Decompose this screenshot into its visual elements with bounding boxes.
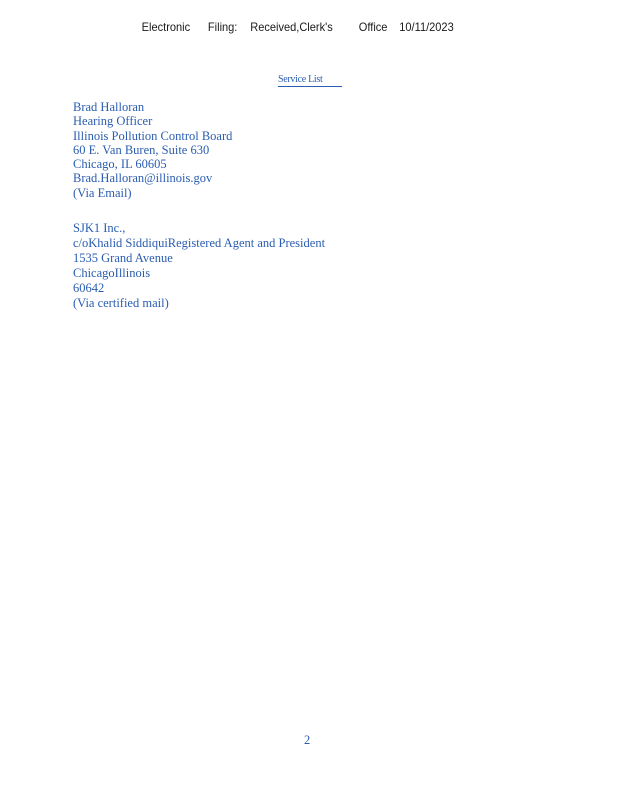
stamp-date: 10/11/2023 [399, 20, 454, 34]
stamp-word-filing: Filing: [207, 20, 238, 34]
recipient-line: Illinois Pollution Control Board [73, 128, 233, 143]
delivery-method: (Via Email) [73, 185, 132, 200]
recipient-line: ChicagoIllinois [73, 266, 151, 280]
recipient-line: c/oKhalid SiddiquiRegistered Agent and President [73, 236, 326, 250]
recipient-line: SJK1 Inc., [73, 221, 126, 235]
page-number: 2 [304, 733, 311, 747]
stamp-word-electronic: Electronic [141, 20, 191, 34]
recipient-line: Brad Halloran [73, 100, 145, 114]
delivery-method: (Via certified mail) [73, 296, 169, 310]
recipient-line: 60642 [73, 281, 105, 295]
page-title: Service List [278, 74, 342, 87]
recipient-line: 1535 Grand Avenue [73, 251, 173, 265]
filing-stamp-header [0, 20, 569, 36]
recipient-block-respondent [73, 221, 325, 311]
recipient-line: 60 E. Van Buren, Suite 630 [73, 142, 210, 157]
recipient-block-hearing-officer [73, 100, 232, 200]
recipient-line: Chicago, IL 60605 [73, 157, 167, 172]
stamp-word-office: Office [358, 20, 388, 34]
stamp-word-received: Received,Clerk's [250, 20, 333, 34]
recipient-line: Hearing Officer [73, 114, 153, 129]
recipient-email: Brad.Halloran@illinois.gov [73, 171, 213, 186]
